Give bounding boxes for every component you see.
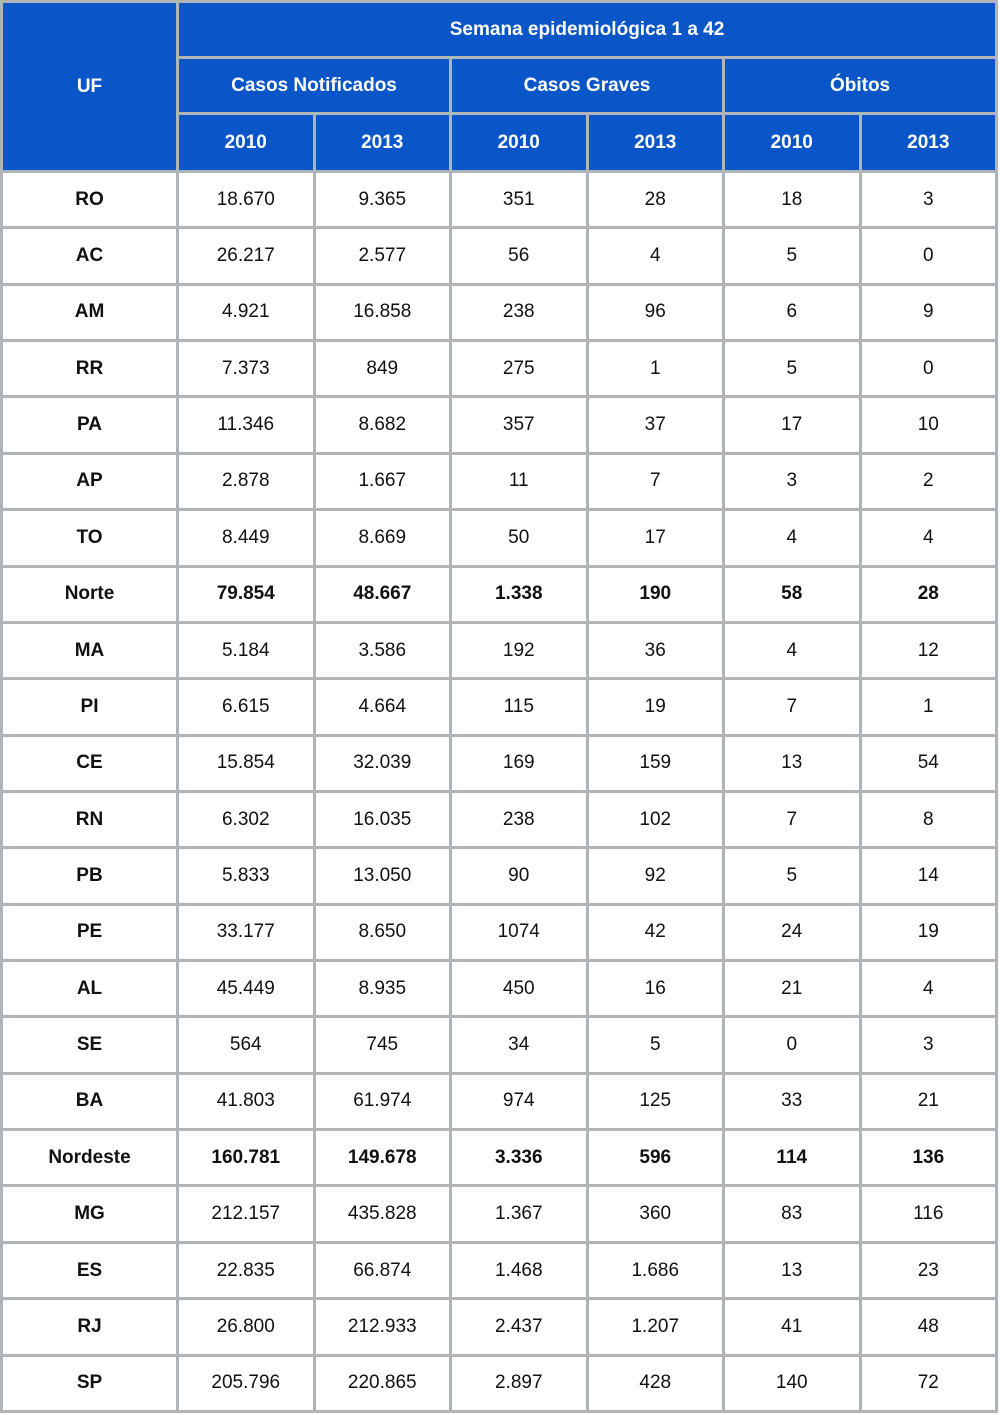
value-cell: 58 [724,566,861,622]
value-cell: 56 [451,228,588,284]
value-cell: 136 [860,1130,997,1186]
value-cell: 114 [724,1130,861,1186]
value-cell: 2.577 [314,228,451,284]
table-row [2,904,997,960]
value-cell: 92 [587,848,724,904]
value-cell: 26.217 [178,228,315,284]
value-cell: 564 [178,1017,315,1073]
uf-cell: CE [2,735,178,791]
value-cell: 205.796 [178,1355,315,1411]
value-cell: 974 [451,1073,588,1129]
value-cell: 8 [860,791,997,847]
value-cell: 7.373 [178,341,315,397]
table-row [2,284,997,340]
uf-cell: SE [2,1017,178,1073]
value-cell: 79.854 [178,566,315,622]
value-cell: 22.835 [178,1242,315,1298]
value-cell: 1 [860,679,997,735]
value-cell: 2.897 [451,1355,588,1411]
table-row [2,1299,997,1355]
table-header [2,2,997,172]
uf-cell: RR [2,341,178,397]
value-cell: 17 [724,397,861,453]
value-cell: 3 [860,172,997,228]
table-row [2,397,997,453]
value-cell: 7 [724,679,861,735]
value-cell: 8.650 [314,904,451,960]
value-cell: 8.682 [314,397,451,453]
value-cell: 36 [587,622,724,678]
value-cell: 23 [860,1242,997,1298]
value-cell: 45.449 [178,961,315,1017]
value-cell: 275 [451,341,588,397]
value-cell: 96 [587,284,724,340]
value-cell: 1074 [451,904,588,960]
value-cell: 159 [587,735,724,791]
uf-cell: MG [2,1186,178,1242]
value-cell: 849 [314,341,451,397]
table-row [2,172,997,228]
table-row [2,791,997,847]
value-cell: 33 [724,1073,861,1129]
table-row [2,1242,997,1298]
value-cell: 16.858 [314,284,451,340]
value-cell: 90 [451,848,588,904]
value-cell: 21 [724,961,861,1017]
uf-cell: AC [2,228,178,284]
value-cell: 360 [587,1186,724,1242]
value-cell: 7 [724,791,861,847]
value-cell: 61.974 [314,1073,451,1129]
table-row [2,453,997,509]
value-cell: 1.367 [451,1186,588,1242]
value-cell: 116 [860,1186,997,1242]
table-row [2,228,997,284]
value-cell: 50 [451,510,588,566]
table-row [2,341,997,397]
value-cell: 26.800 [178,1299,315,1355]
value-cell: 8.669 [314,510,451,566]
value-cell: 5.184 [178,622,315,678]
value-cell: 5 [587,1017,724,1073]
value-cell: 115 [451,679,588,735]
value-cell: 48.667 [314,566,451,622]
value-cell: 7 [587,453,724,509]
uf-cell: PI [2,679,178,735]
table-row [2,1186,997,1242]
value-cell: 3.336 [451,1130,588,1186]
value-cell: 2.437 [451,1299,588,1355]
value-cell: 32.039 [314,735,451,791]
value-cell: 4 [587,228,724,284]
value-cell: 13 [724,735,861,791]
value-cell: 8.935 [314,961,451,1017]
value-cell: 351 [451,172,588,228]
value-cell: 0 [724,1017,861,1073]
value-cell: 140 [724,1355,861,1411]
table-row [2,848,997,904]
value-cell: 54 [860,735,997,791]
value-cell: 19 [587,679,724,735]
value-cell: 0 [860,341,997,397]
uf-cell: PA [2,397,178,453]
value-cell: 102 [587,791,724,847]
value-cell: 21 [860,1073,997,1129]
value-cell: 1.686 [587,1242,724,1298]
value-cell: 596 [587,1130,724,1186]
value-cell: 18.670 [178,172,315,228]
value-cell: 8.449 [178,510,315,566]
value-cell: 450 [451,961,588,1017]
value-cell: 212.157 [178,1186,315,1242]
value-cell: 6.302 [178,791,315,847]
value-cell: 16 [587,961,724,1017]
uf-cell: PE [2,904,178,960]
period-header: Semana epidemiológica 1 a 42 [178,2,997,58]
year-header: 2013 [314,114,451,172]
value-cell: 1.667 [314,453,451,509]
value-cell: 48 [860,1299,997,1355]
group-header-notified: Casos Notificados [178,58,451,114]
uf-cell: Norte [2,566,178,622]
table-row [2,961,997,1017]
value-cell: 33.177 [178,904,315,960]
value-cell: 428 [587,1355,724,1411]
value-cell: 41.803 [178,1073,315,1129]
value-cell: 435.828 [314,1186,451,1242]
uf-cell: AM [2,284,178,340]
value-cell: 14 [860,848,997,904]
year-header: 2013 [587,114,724,172]
value-cell: 238 [451,284,588,340]
uf-cell: AL [2,961,178,1017]
value-cell: 11 [451,453,588,509]
table-body [2,172,997,1412]
group-header-deaths: Óbitos [724,58,997,114]
value-cell: 169 [451,735,588,791]
value-cell: 9 [860,284,997,340]
value-cell: 357 [451,397,588,453]
value-cell: 10 [860,397,997,453]
value-cell: 83 [724,1186,861,1242]
value-cell: 4 [724,510,861,566]
value-cell: 5 [724,848,861,904]
value-cell: 0 [860,228,997,284]
uf-cell: TO [2,510,178,566]
value-cell: 4 [724,622,861,678]
uf-cell: RJ [2,1299,178,1355]
value-cell: 16.035 [314,791,451,847]
table-row [2,1017,997,1073]
uf-cell: SP [2,1355,178,1411]
value-cell: 13.050 [314,848,451,904]
value-cell: 4 [860,961,997,1017]
value-cell: 238 [451,791,588,847]
value-cell: 192 [451,622,588,678]
value-cell: 745 [314,1017,451,1073]
uf-cell: MA [2,622,178,678]
value-cell: 3.586 [314,622,451,678]
uf-cell: ES [2,1242,178,1298]
year-header: 2010 [178,114,315,172]
value-cell: 160.781 [178,1130,315,1186]
value-cell: 12 [860,622,997,678]
group-header-severe: Casos Graves [451,58,724,114]
value-cell: 1.338 [451,566,588,622]
value-cell: 72 [860,1355,997,1411]
value-cell: 149.678 [314,1130,451,1186]
uf-cell: BA [2,1073,178,1129]
uf-cell: RO [2,172,178,228]
value-cell: 5 [724,228,861,284]
value-cell: 41 [724,1299,861,1355]
value-cell: 28 [860,566,997,622]
value-cell: 220.865 [314,1355,451,1411]
value-cell: 28 [587,172,724,228]
uf-cell: RN [2,791,178,847]
region-total-row [2,1130,997,1186]
uf-cell: PB [2,848,178,904]
value-cell: 34 [451,1017,588,1073]
year-header: 2013 [860,114,997,172]
table-row [2,735,997,791]
table-row [2,510,997,566]
region-total-row [2,566,997,622]
table-row [2,679,997,735]
value-cell: 4.664 [314,679,451,735]
value-cell: 6 [724,284,861,340]
value-cell: 1 [587,341,724,397]
year-header: 2010 [724,114,861,172]
value-cell: 2 [860,453,997,509]
value-cell: 13 [724,1242,861,1298]
uf-cell: Nordeste [2,1130,178,1186]
value-cell: 125 [587,1073,724,1129]
uf-cell: AP [2,453,178,509]
value-cell: 37 [587,397,724,453]
value-cell: 4.921 [178,284,315,340]
uf-column-header: UF [2,2,178,172]
value-cell: 212.933 [314,1299,451,1355]
value-cell: 9.365 [314,172,451,228]
value-cell: 15.854 [178,735,315,791]
value-cell: 1.468 [451,1242,588,1298]
value-cell: 2.878 [178,453,315,509]
table-row [2,622,997,678]
value-cell: 1.207 [587,1299,724,1355]
value-cell: 11.346 [178,397,315,453]
value-cell: 5 [724,341,861,397]
value-cell: 5.833 [178,848,315,904]
value-cell: 4 [860,510,997,566]
table-row [2,1355,997,1411]
value-cell: 24 [724,904,861,960]
value-cell: 18 [724,172,861,228]
value-cell: 190 [587,566,724,622]
value-cell: 17 [587,510,724,566]
value-cell: 3 [860,1017,997,1073]
value-cell: 66.874 [314,1242,451,1298]
value-cell: 3 [724,453,861,509]
year-header: 2010 [451,114,588,172]
table-row [2,1073,997,1129]
value-cell: 19 [860,904,997,960]
value-cell: 42 [587,904,724,960]
value-cell: 6.615 [178,679,315,735]
